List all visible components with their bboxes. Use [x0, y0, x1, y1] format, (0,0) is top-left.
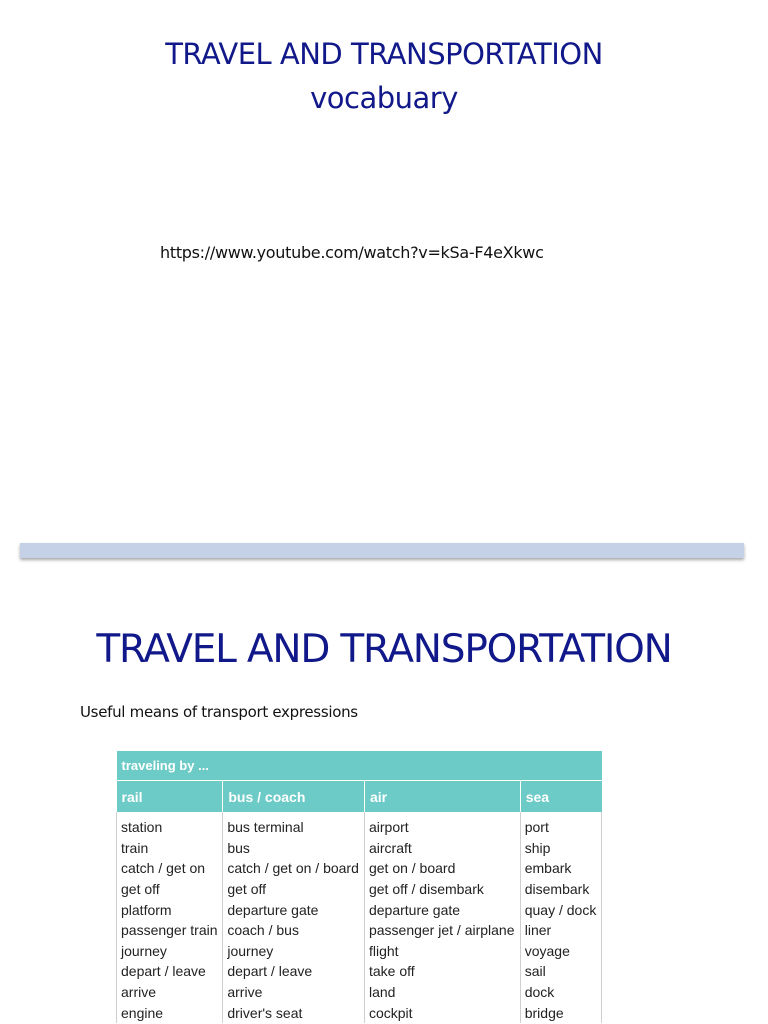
table-cell: engine [117, 1002, 223, 1023]
table-cell: get off / disembark [364, 879, 520, 900]
table-cell: dock [520, 982, 601, 1003]
table-cell: catch / get on [117, 858, 223, 879]
table-cell: get off [223, 879, 365, 900]
table-cell: embark [520, 858, 601, 879]
table-cell: quay / dock [520, 899, 601, 920]
table-cell: passenger train [117, 920, 223, 941]
table-cell: liner [520, 920, 601, 941]
table-cell: train [117, 838, 223, 859]
slide-2-subtitle: Useful means of transport expressions [80, 703, 358, 721]
slide-1-subtitle: vocabuary [310, 81, 458, 115]
table-cell: take off [364, 961, 520, 982]
table-row [117, 920, 602, 941]
table-row [117, 817, 602, 838]
table-cell: depart / leave [223, 961, 365, 982]
slide-2 [0, 560, 768, 1024]
table-cell: passenger jet / airplane [364, 920, 520, 941]
table-row [117, 961, 602, 982]
table-cell: departure gate [223, 899, 365, 920]
slide-1-title: TRAVEL AND TRANSPORTATION [165, 37, 603, 71]
table-row [117, 879, 602, 900]
table-cell: airport [364, 817, 520, 838]
table-cell: ship [520, 838, 601, 859]
table-cell: get off [117, 879, 223, 900]
header-bus-coach: bus / coach [223, 781, 365, 813]
youtube-link[interactable]: https://www.youtube.com/watch?v=kSa-F4eXkwc [160, 243, 544, 262]
table-cell: driver's seat [223, 1002, 365, 1023]
table-cell: voyage [520, 941, 601, 962]
table-cell: get on / board [364, 858, 520, 879]
table-cell: depart / leave [117, 961, 223, 982]
header-air: air [364, 781, 520, 813]
table-cell: land [364, 982, 520, 1003]
table-cell: disembark [520, 879, 601, 900]
table-row [117, 982, 602, 1003]
table-cell: cockpit [364, 1002, 520, 1023]
table-cell: journey [117, 941, 223, 962]
table-row [117, 941, 602, 962]
table-row [117, 858, 602, 879]
table-cell: platform [117, 899, 223, 920]
table-cell: station [117, 817, 223, 838]
table-banner: traveling by ... [117, 751, 602, 781]
transport-vocabulary-table [116, 751, 602, 1023]
table-cell: departure gate [364, 899, 520, 920]
table-cell: arrive [117, 982, 223, 1003]
table-cell: journey [223, 941, 365, 962]
table-cell: sail [520, 961, 601, 982]
header-sea: sea [520, 781, 601, 813]
table-header-row [117, 781, 602, 813]
slide-divider [20, 543, 744, 558]
slide-2-title: TRAVEL AND TRANSPORTATION [96, 627, 672, 672]
table-row [117, 1002, 602, 1023]
table-cell: arrive [223, 982, 365, 1003]
table-cell: coach / bus [223, 920, 365, 941]
table-cell: port [520, 817, 601, 838]
table-cell: catch / get on / board [223, 858, 365, 879]
table-banner-row [117, 751, 602, 781]
table-cell: aircraft [364, 838, 520, 859]
table-cell: bus [223, 838, 365, 859]
table-row [117, 838, 602, 859]
table-row [117, 899, 602, 920]
table-cell: bridge [520, 1002, 601, 1023]
table-cell: flight [364, 941, 520, 962]
table-cell: bus terminal [223, 817, 365, 838]
header-rail: rail [117, 781, 223, 813]
